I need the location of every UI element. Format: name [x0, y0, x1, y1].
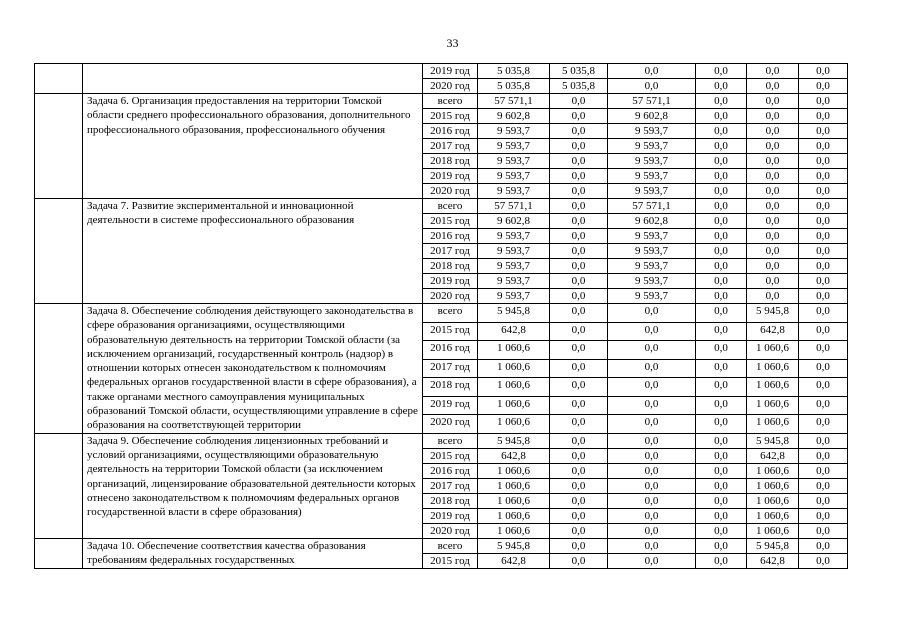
- value-cell: 0,0: [696, 259, 747, 274]
- value-cell: 0,0: [550, 124, 608, 139]
- value-cell: 0,0: [696, 493, 747, 508]
- page-number: 33: [446, 36, 459, 50]
- value-cell: 0,0: [799, 523, 848, 538]
- value-cell: 0,0: [747, 274, 799, 289]
- value-cell: 0,0: [799, 169, 848, 184]
- value-cell: 1 060,6: [747, 415, 799, 434]
- value-cell: 0,0: [608, 508, 696, 523]
- value-cell: 5 945,8: [747, 433, 799, 448]
- value-cell: 0,0: [799, 508, 848, 523]
- period-cell: всего: [423, 199, 478, 214]
- value-cell: 0,0: [608, 322, 696, 341]
- period-cell: 2015 год: [423, 553, 478, 568]
- value-cell: 642,8: [747, 553, 799, 568]
- value-cell: 0,0: [696, 184, 747, 199]
- task-description-cell: Задача 7. Развитие экспериментальной и инновационной деятельности в системе профессионального образования: [83, 199, 423, 304]
- value-cell: 0,0: [799, 139, 848, 154]
- value-cell: 0,0: [799, 341, 848, 360]
- period-cell: 2019 год: [423, 396, 478, 415]
- value-cell: 0,0: [799, 109, 848, 124]
- value-cell: 5 035,8: [550, 64, 608, 79]
- period-cell: 2019 год: [423, 169, 478, 184]
- value-cell: 5 945,8: [747, 538, 799, 553]
- value-cell: 0,0: [608, 304, 696, 323]
- value-cell: 0,0: [696, 304, 747, 323]
- value-cell: 9 593,7: [608, 169, 696, 184]
- value-cell: 0,0: [747, 79, 799, 94]
- value-cell: 1 060,6: [478, 463, 550, 478]
- value-cell: 0,0: [550, 378, 608, 397]
- number-cell: [35, 538, 83, 568]
- value-cell: 1 060,6: [478, 378, 550, 397]
- period-cell: 2019 год: [423, 508, 478, 523]
- value-cell: 0,0: [696, 322, 747, 341]
- value-cell: 0,0: [747, 139, 799, 154]
- period-cell: всего: [423, 94, 478, 109]
- value-cell: 0,0: [747, 244, 799, 259]
- value-cell: 0,0: [608, 493, 696, 508]
- value-cell: 1 060,6: [747, 396, 799, 415]
- value-cell: 0,0: [608, 433, 696, 448]
- period-cell: 2018 год: [423, 154, 478, 169]
- value-cell: 9 602,8: [608, 109, 696, 124]
- value-cell: 0,0: [799, 433, 848, 448]
- value-cell: 642,8: [747, 448, 799, 463]
- value-cell: 0,0: [799, 553, 848, 568]
- value-cell: 0,0: [550, 341, 608, 360]
- value-cell: 9 593,7: [478, 124, 550, 139]
- value-cell: 0,0: [550, 259, 608, 274]
- value-cell: 0,0: [747, 199, 799, 214]
- table-row: [35, 433, 848, 448]
- value-cell: 9 593,7: [478, 169, 550, 184]
- value-cell: 0,0: [696, 199, 747, 214]
- period-cell: 2017 год: [423, 478, 478, 493]
- value-cell: 0,0: [747, 154, 799, 169]
- value-cell: 1 060,6: [478, 478, 550, 493]
- value-cell: 0,0: [799, 94, 848, 109]
- value-cell: 0,0: [608, 553, 696, 568]
- value-cell: 0,0: [550, 493, 608, 508]
- task-description-cell: Задача 8. Обеспечение соблюдения действующего законодательства в сфере образования организациями, осуществляющими образовательную деятельность на территории Томской области (за исключением организаций, государственный контроль (надзор) в отношении которых отнесен законодательством к полномочиям федеральных органов государственной власти в сфере образования), а также органами местного самоуправления муниципальных образований Томской области, осуществляющими управление в сфере образования на соответствующей территории: [83, 304, 423, 434]
- value-cell: 9 593,7: [608, 289, 696, 304]
- value-cell: 0,0: [696, 433, 747, 448]
- period-cell: 2018 год: [423, 259, 478, 274]
- value-cell: 0,0: [550, 508, 608, 523]
- value-cell: 642,8: [478, 448, 550, 463]
- task-description-cell: Задача 9. Обеспечение соблюдения лицензионных требований и условий организациями, осуществляющими образовательную деятельность на территории Томской области (за исключением организаций, лицензирование образовательной деятельности которых отнесено законодательством к полномочиям федеральных органов государственной власти в сфере образования): [83, 433, 423, 538]
- value-cell: 9 593,7: [478, 139, 550, 154]
- period-cell: 2016 год: [423, 124, 478, 139]
- value-cell: 9 593,7: [608, 259, 696, 274]
- value-cell: 9 593,7: [608, 184, 696, 199]
- value-cell: 0,0: [696, 169, 747, 184]
- value-cell: 1 060,6: [478, 493, 550, 508]
- value-cell: 9 593,7: [608, 274, 696, 289]
- value-cell: 0,0: [799, 322, 848, 341]
- period-cell: 2018 год: [423, 493, 478, 508]
- value-cell: 0,0: [696, 124, 747, 139]
- period-cell: 2020 год: [423, 523, 478, 538]
- value-cell: 0,0: [747, 289, 799, 304]
- value-cell: 0,0: [608, 448, 696, 463]
- value-cell: 0,0: [696, 553, 747, 568]
- value-cell: 0,0: [550, 538, 608, 553]
- period-cell: 2020 год: [423, 79, 478, 94]
- value-cell: 0,0: [696, 154, 747, 169]
- number-cell: [35, 199, 83, 304]
- value-cell: 642,8: [478, 322, 550, 341]
- value-cell: 0,0: [799, 274, 848, 289]
- value-cell: 5 945,8: [478, 304, 550, 323]
- value-cell: 1 060,6: [478, 523, 550, 538]
- value-cell: 0,0: [747, 184, 799, 199]
- value-cell: 5 945,8: [478, 538, 550, 553]
- value-cell: 0,0: [550, 169, 608, 184]
- value-cell: 5 035,8: [478, 64, 550, 79]
- value-cell: 0,0: [608, 538, 696, 553]
- table-row: [35, 538, 848, 553]
- value-cell: 0,0: [550, 139, 608, 154]
- value-cell: 0,0: [799, 124, 848, 139]
- period-cell: 2020 год: [423, 184, 478, 199]
- value-cell: 0,0: [550, 396, 608, 415]
- value-cell: 0,0: [696, 274, 747, 289]
- value-cell: 0,0: [608, 415, 696, 434]
- table-row: [35, 199, 848, 214]
- value-cell: 0,0: [696, 244, 747, 259]
- value-cell: 0,0: [747, 64, 799, 79]
- value-cell: 9 593,7: [478, 154, 550, 169]
- budget-table: [34, 63, 848, 569]
- table-row: [35, 94, 848, 109]
- value-cell: 1 060,6: [747, 463, 799, 478]
- value-cell: 0,0: [799, 64, 848, 79]
- value-cell: 57 571,1: [478, 199, 550, 214]
- value-cell: 0,0: [799, 259, 848, 274]
- budget-table-body: [35, 64, 848, 569]
- value-cell: 9 593,7: [478, 259, 550, 274]
- value-cell: 0,0: [696, 508, 747, 523]
- value-cell: 0,0: [799, 289, 848, 304]
- value-cell: 0,0: [747, 124, 799, 139]
- value-cell: 0,0: [608, 79, 696, 94]
- value-cell: 0,0: [799, 154, 848, 169]
- value-cell: 0,0: [696, 229, 747, 244]
- value-cell: 1 060,6: [747, 523, 799, 538]
- period-cell: 2015 год: [423, 448, 478, 463]
- value-cell: 9 593,7: [478, 289, 550, 304]
- value-cell: 0,0: [550, 415, 608, 434]
- value-cell: 9 593,7: [608, 154, 696, 169]
- value-cell: 0,0: [696, 289, 747, 304]
- value-cell: 57 571,1: [608, 94, 696, 109]
- value-cell: 642,8: [747, 322, 799, 341]
- value-cell: 0,0: [550, 199, 608, 214]
- value-cell: 0,0: [550, 244, 608, 259]
- value-cell: 0,0: [696, 341, 747, 360]
- value-cell: 0,0: [608, 64, 696, 79]
- value-cell: 0,0: [799, 184, 848, 199]
- value-cell: 9 593,7: [478, 274, 550, 289]
- value-cell: 0,0: [747, 109, 799, 124]
- value-cell: 0,0: [608, 341, 696, 360]
- value-cell: 0,0: [696, 523, 747, 538]
- value-cell: 0,0: [799, 229, 848, 244]
- value-cell: 0,0: [550, 289, 608, 304]
- value-cell: 0,0: [799, 378, 848, 397]
- period-cell: 2019 год: [423, 64, 478, 79]
- value-cell: 0,0: [799, 415, 848, 434]
- value-cell: 0,0: [747, 94, 799, 109]
- value-cell: 0,0: [696, 538, 747, 553]
- value-cell: 0,0: [696, 396, 747, 415]
- number-cell: [35, 64, 83, 94]
- value-cell: 0,0: [799, 244, 848, 259]
- value-cell: 0,0: [799, 493, 848, 508]
- value-cell: 0,0: [799, 463, 848, 478]
- value-cell: 0,0: [550, 448, 608, 463]
- period-cell: всего: [423, 433, 478, 448]
- value-cell: 0,0: [608, 478, 696, 493]
- value-cell: 0,0: [696, 139, 747, 154]
- value-cell: 9 593,7: [608, 139, 696, 154]
- table-row: [35, 304, 848, 323]
- period-cell: 2017 год: [423, 244, 478, 259]
- value-cell: 1 060,6: [478, 359, 550, 378]
- value-cell: 0,0: [550, 463, 608, 478]
- value-cell: 0,0: [799, 448, 848, 463]
- value-cell: 9 593,7: [608, 229, 696, 244]
- value-cell: 0,0: [747, 259, 799, 274]
- value-cell: 57 571,1: [608, 199, 696, 214]
- value-cell: 9 602,8: [608, 214, 696, 229]
- value-cell: 0,0: [608, 523, 696, 538]
- value-cell: 0,0: [799, 79, 848, 94]
- value-cell: 9 602,8: [478, 109, 550, 124]
- period-cell: 2015 год: [423, 322, 478, 341]
- value-cell: 1 060,6: [747, 359, 799, 378]
- period-cell: всего: [423, 304, 478, 323]
- value-cell: 0,0: [550, 184, 608, 199]
- value-cell: 0,0: [550, 229, 608, 244]
- number-cell: [35, 94, 83, 199]
- value-cell: 9 593,7: [608, 244, 696, 259]
- value-cell: 0,0: [696, 415, 747, 434]
- value-cell: 0,0: [608, 396, 696, 415]
- value-cell: 5 035,8: [478, 79, 550, 94]
- value-cell: 0,0: [550, 274, 608, 289]
- value-cell: 0,0: [608, 359, 696, 378]
- value-cell: 0,0: [696, 109, 747, 124]
- value-cell: 1 060,6: [747, 378, 799, 397]
- value-cell: 5 945,8: [478, 433, 550, 448]
- period-cell: 2017 год: [423, 139, 478, 154]
- value-cell: 0,0: [696, 378, 747, 397]
- value-cell: 9 593,7: [608, 124, 696, 139]
- value-cell: 0,0: [550, 304, 608, 323]
- value-cell: 0,0: [799, 538, 848, 553]
- value-cell: 0,0: [550, 553, 608, 568]
- value-cell: 0,0: [550, 523, 608, 538]
- value-cell: 0,0: [608, 463, 696, 478]
- value-cell: 1 060,6: [747, 508, 799, 523]
- value-cell: 0,0: [799, 214, 848, 229]
- value-cell: 0,0: [550, 478, 608, 493]
- value-cell: 5 035,8: [550, 79, 608, 94]
- period-cell: 2018 год: [423, 378, 478, 397]
- value-cell: 1 060,6: [747, 493, 799, 508]
- value-cell: 0,0: [799, 304, 848, 323]
- value-cell: 0,0: [799, 359, 848, 378]
- period-cell: 2019 год: [423, 274, 478, 289]
- value-cell: 0,0: [696, 79, 747, 94]
- period-cell: всего: [423, 538, 478, 553]
- value-cell: 9 593,7: [478, 184, 550, 199]
- value-cell: 1 060,6: [478, 415, 550, 434]
- value-cell: 0,0: [747, 169, 799, 184]
- value-cell: 0,0: [799, 478, 848, 493]
- period-cell: 2017 год: [423, 359, 478, 378]
- period-cell: 2016 год: [423, 463, 478, 478]
- value-cell: 0,0: [550, 322, 608, 341]
- value-cell: 0,0: [696, 359, 747, 378]
- value-cell: 0,0: [747, 214, 799, 229]
- value-cell: 57 571,1: [478, 94, 550, 109]
- value-cell: 1 060,6: [478, 508, 550, 523]
- task-description-cell: Задача 10. Обеспечение соответствия качества образования требованиям федеральных государственных: [83, 538, 423, 568]
- task-description-cell: [83, 64, 423, 94]
- task-description-cell: Задача 6. Организация предоставления на территории Томской области среднего профессионального образования, дополнительного профессионального образования, профессионального обучения: [83, 94, 423, 199]
- period-cell: 2015 год: [423, 109, 478, 124]
- period-cell: 2015 год: [423, 214, 478, 229]
- value-cell: 9 593,7: [478, 244, 550, 259]
- value-cell: 0,0: [550, 154, 608, 169]
- table-row: [35, 64, 848, 79]
- value-cell: 0,0: [696, 214, 747, 229]
- value-cell: 0,0: [550, 94, 608, 109]
- value-cell: 0,0: [696, 448, 747, 463]
- value-cell: 0,0: [696, 94, 747, 109]
- value-cell: 5 945,8: [747, 304, 799, 323]
- number-cell: [35, 304, 83, 434]
- value-cell: 642,8: [478, 553, 550, 568]
- value-cell: 1 060,6: [478, 396, 550, 415]
- period-cell: 2020 год: [423, 289, 478, 304]
- period-cell: 2020 год: [423, 415, 478, 434]
- value-cell: 1 060,6: [747, 341, 799, 360]
- value-cell: 0,0: [550, 109, 608, 124]
- value-cell: 1 060,6: [747, 478, 799, 493]
- value-cell: 0,0: [550, 359, 608, 378]
- value-cell: 0,0: [550, 214, 608, 229]
- period-cell: 2016 год: [423, 229, 478, 244]
- period-cell: 2016 год: [423, 341, 478, 360]
- value-cell: 0,0: [696, 64, 747, 79]
- value-cell: 0,0: [799, 396, 848, 415]
- value-cell: 9 593,7: [478, 229, 550, 244]
- value-cell: 1 060,6: [478, 341, 550, 360]
- value-cell: 9 602,8: [478, 214, 550, 229]
- value-cell: 0,0: [799, 199, 848, 214]
- number-cell: [35, 433, 83, 538]
- value-cell: 0,0: [696, 478, 747, 493]
- value-cell: 0,0: [550, 433, 608, 448]
- value-cell: 0,0: [696, 463, 747, 478]
- value-cell: 0,0: [747, 229, 799, 244]
- value-cell: 0,0: [608, 378, 696, 397]
